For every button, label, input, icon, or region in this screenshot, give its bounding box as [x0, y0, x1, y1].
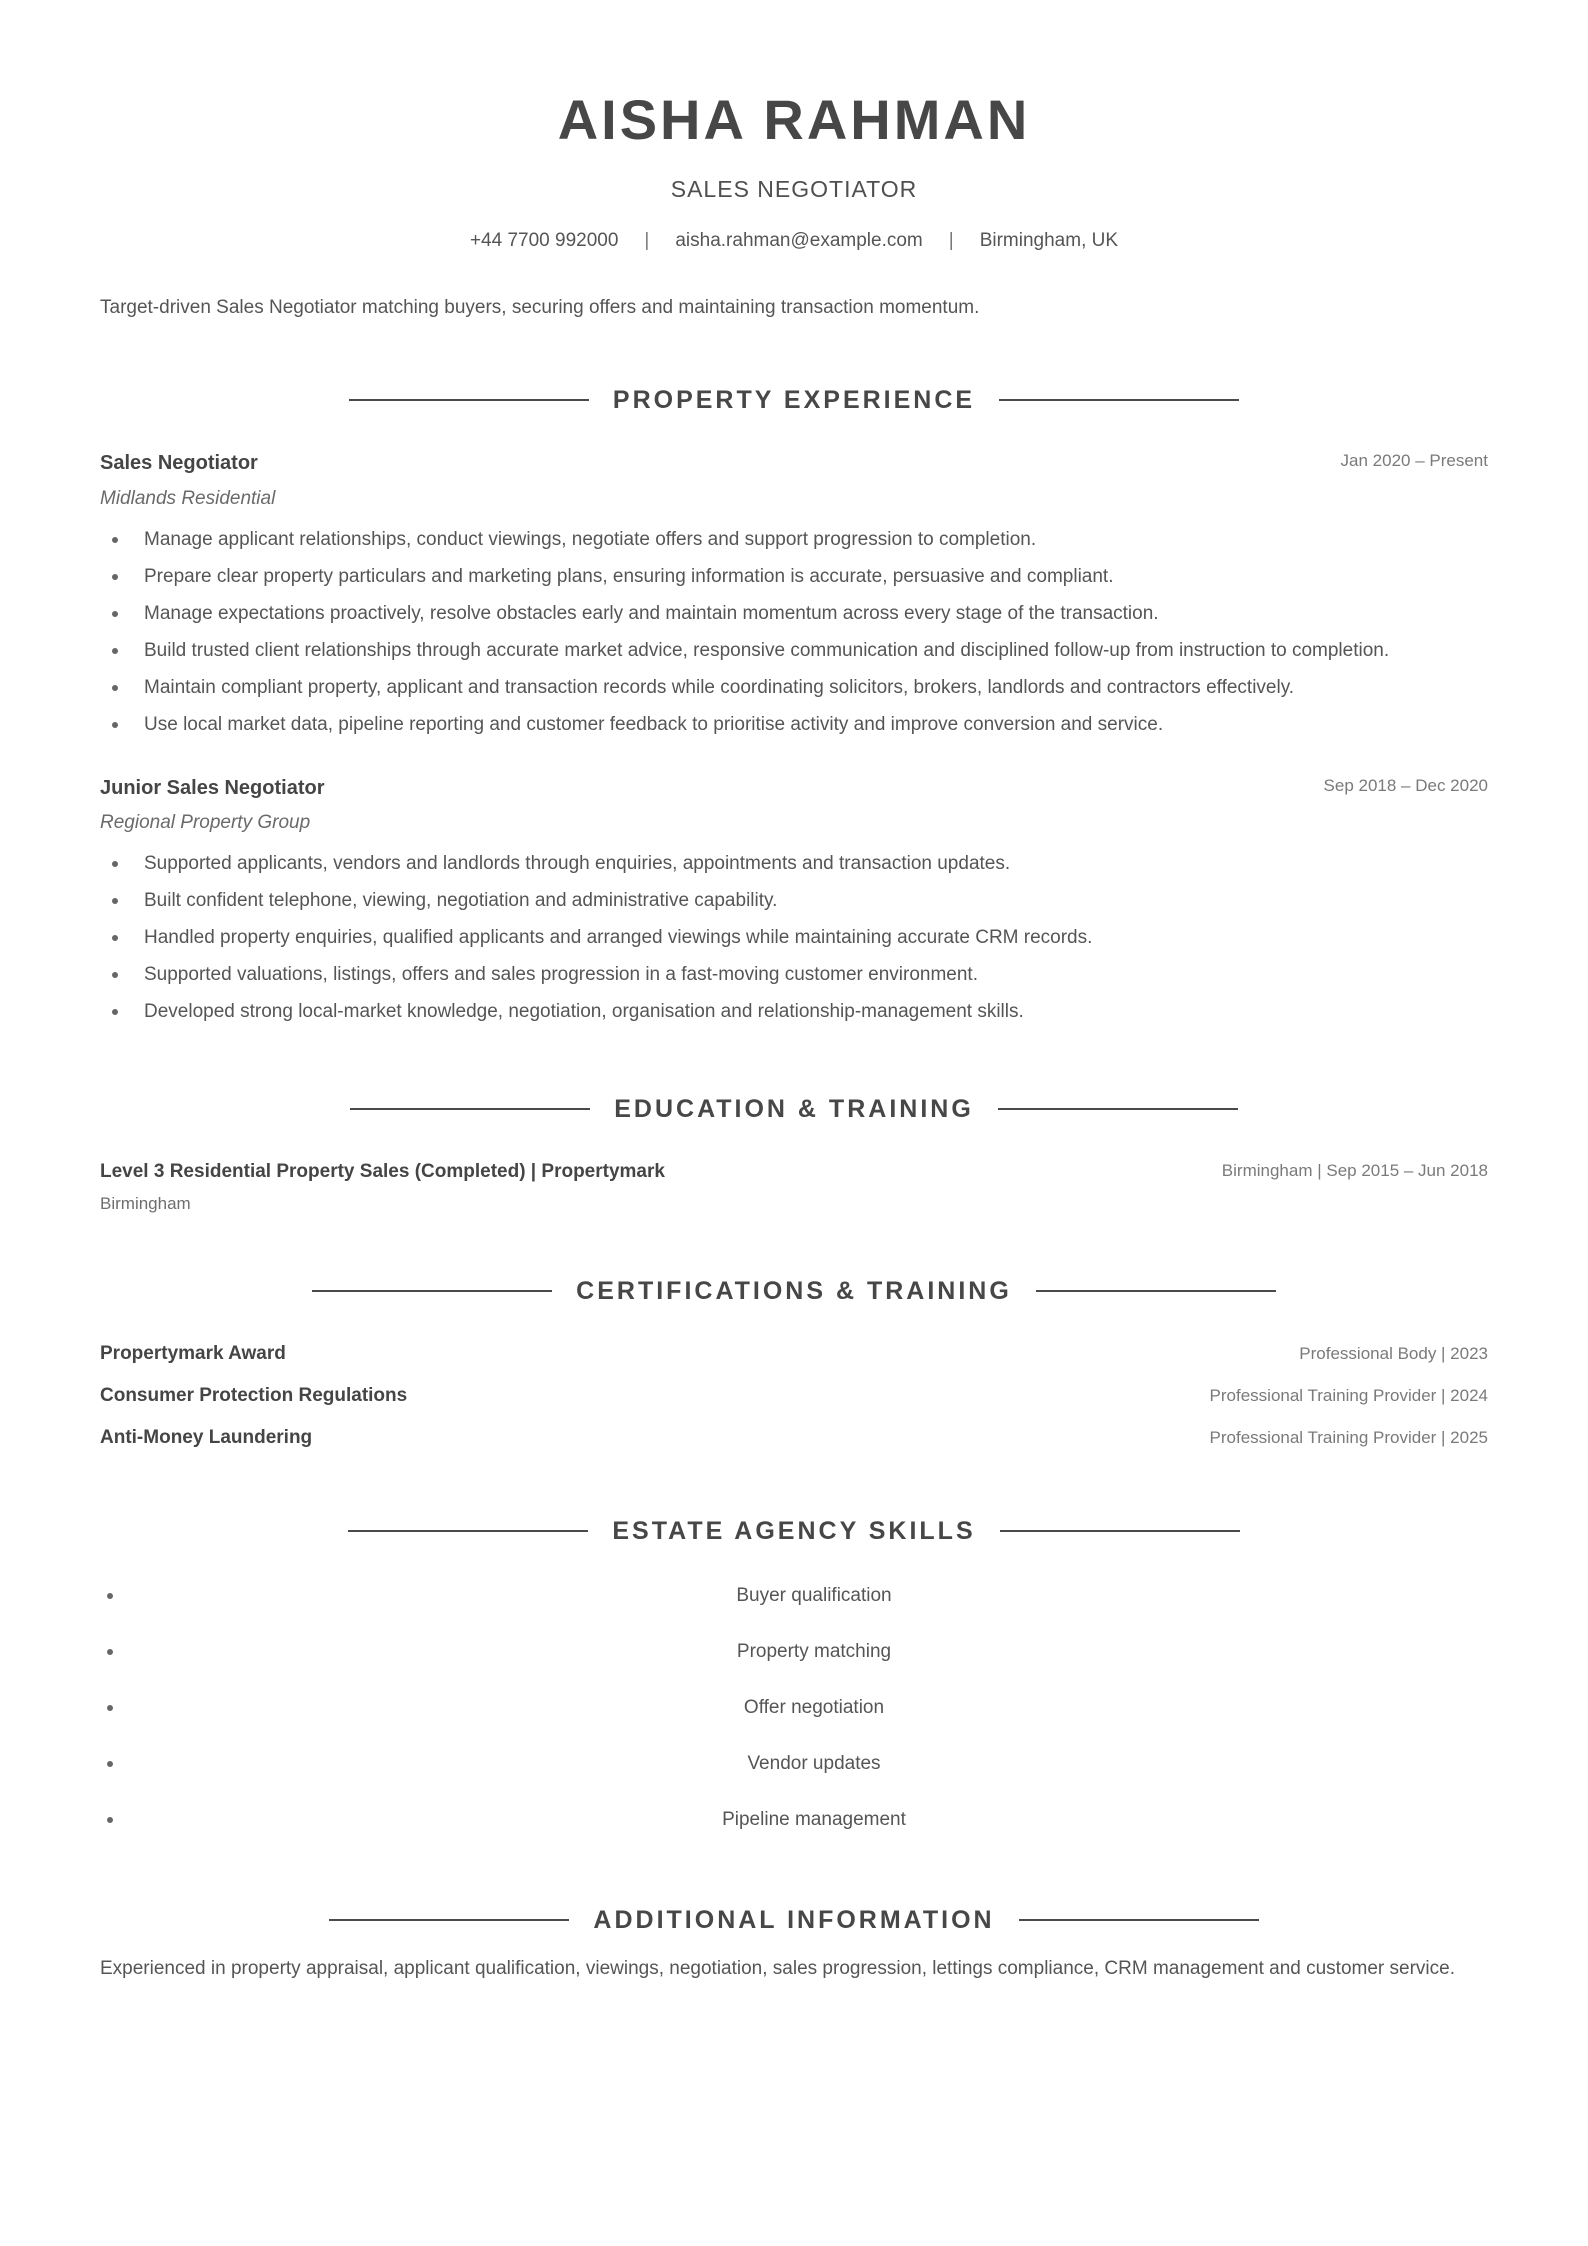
skill-item: Buyer qualification [100, 1583, 1488, 1639]
section-heading-certifications [0, 1274, 1588, 1308]
section-heading-experience [0, 383, 1588, 417]
contact-separator: | [948, 230, 954, 251]
heading-rule [998, 1108, 1238, 1110]
heading-rule [1036, 1290, 1276, 1292]
company-name: Midlands Residential [100, 488, 276, 509]
education-title: Level 3 Residential Property Sales (Completed) | Propertymark [100, 1161, 665, 1182]
section-label: ESTATE AGENCY SKILLS [612, 1516, 976, 1545]
section-heading-education [0, 1092, 1588, 1126]
email-address: aisha.rahman@example.com [675, 230, 923, 251]
list-item: Built confident telephone, viewing, negotiation and administrative capability. [100, 888, 1500, 925]
certification-name: Consumer Protection Regulations [100, 1385, 408, 1406]
education-dates: Birmingham | Sep 2015 – Jun 2018 [1221, 1161, 1488, 1180]
job-title: Junior Sales Negotiator [100, 777, 325, 799]
skill-item: Vendor updates [100, 1751, 1488, 1807]
list-item: Supported valuations, listings, offers and sales progression in a fast-moving customer environment. [100, 962, 1500, 999]
section-label: EDUCATION & TRAINING [614, 1094, 974, 1123]
skill-item: Pipeline management [100, 1807, 1488, 1863]
certification-meta: Professional Training Provider | 2024 [1209, 1386, 1488, 1405]
education-location: Birmingham [100, 1194, 191, 1213]
skill-item: Offer negotiation [100, 1695, 1488, 1751]
list-item: Manage expectations proactively, resolve obstacles early and maintain momentum across every stage of the transaction. [100, 601, 1500, 638]
certification-row [100, 1341, 1488, 1367]
certification-row [100, 1383, 1488, 1409]
section-label: CERTIFICATIONS & TRAINING [576, 1276, 1012, 1305]
list-item: Use local market data, pipeline reporting and customer feedback to prioritise activity and improve conversion and service. [100, 712, 1500, 749]
candidate-name: AISHA RAHMAN [557, 88, 1031, 151]
heading-rule [1000, 1530, 1240, 1532]
job-dates: Sep 2018 – Dec 2020 [1323, 776, 1488, 795]
job-bullets [100, 527, 1500, 749]
list-item: Maintain compliant property, applicant and transaction records while coordinating solicitors, brokers, landlords and contractors effectively. [100, 675, 1500, 712]
summary: Target-driven Sales Negotiator matching buyers, securing offers and maintaining transaction momentum. [100, 297, 980, 318]
list-item: Developed strong local-market knowledge, negotiation, organisation and relationship-management skills. [100, 999, 1500, 1036]
phone-number: +44 7700 992000 [469, 230, 619, 251]
contact-line [0, 228, 1588, 254]
job-dates: Jan 2020 – Present [1340, 451, 1488, 470]
heading-rule [999, 399, 1239, 401]
heading-rule [348, 1530, 588, 1532]
list-item: Handled property enquiries, qualified applicants and arranged viewings while maintaining accurate CRM records. [100, 925, 1500, 962]
section-label: ADDITIONAL INFORMATION [593, 1905, 995, 1934]
list-item: Manage applicant relationships, conduct viewings, negotiate offers and support progression to completion. [100, 527, 1500, 564]
location: Birmingham, UK [979, 230, 1119, 251]
skills-list [100, 1583, 1488, 1863]
job-title: Sales Negotiator [100, 452, 258, 474]
list-item: Supported applicants, vendors and landlords through enquiries, appointments and transaction updates. [100, 851, 1500, 888]
heading-rule [349, 399, 589, 401]
certification-name: Anti-Money Laundering [100, 1427, 313, 1448]
heading-rule [312, 1290, 552, 1292]
heading-rule [329, 1919, 569, 1921]
company-name: Regional Property Group [100, 812, 311, 833]
certification-name: Propertymark Award [100, 1343, 286, 1364]
section-heading-skills [0, 1514, 1588, 1548]
heading-rule [350, 1108, 590, 1110]
section-heading-additional [0, 1903, 1588, 1937]
certification-meta: Professional Body | 2023 [1299, 1344, 1488, 1363]
additional-information: Experienced in property appraisal, applicant qualification, viewings, negotiation, sales progression, lettings compliance, CRM management and customer service. [100, 1958, 1455, 1979]
skill-item: Property matching [100, 1639, 1488, 1695]
list-item: Build trusted client relationships through accurate market advice, responsive communication and disciplined follow-up from instruction to completion. [100, 638, 1500, 675]
job-title-heading: SALES NEGOTIATOR [670, 176, 918, 202]
certification-meta: Professional Training Provider | 2025 [1209, 1428, 1488, 1447]
certification-row [100, 1425, 1488, 1451]
job-bullets [100, 851, 1500, 1036]
list-item: Prepare clear property particulars and marketing plans, ensuring information is accurate, persuasive and compliant. [100, 564, 1500, 601]
heading-rule [1019, 1919, 1259, 1921]
contact-separator: | [644, 230, 650, 251]
section-label: PROPERTY EXPERIENCE [612, 385, 976, 414]
